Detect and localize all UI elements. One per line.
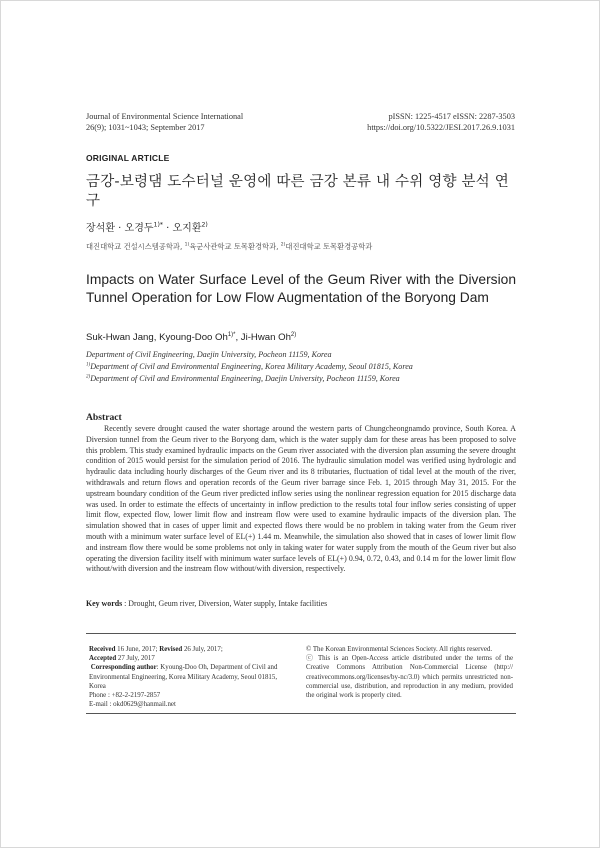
corresponding-line: Korea: [89, 682, 106, 690]
copyright-line: © The Korean Environmental Sciences Society. All rights reserved.: [306, 646, 493, 653]
affiliation-superscript: 1): [184, 242, 190, 248]
author-superscript: 2): [290, 331, 297, 338]
keywords: [86, 599, 327, 608]
author-name: 오경두: [124, 223, 154, 234]
journal-header-left: [86, 111, 243, 133]
article-history: [89, 645, 287, 709]
received-date: 16 June, 2017;: [115, 646, 160, 653]
author-separator: ·: [162, 223, 173, 234]
author-superscript: 1)*: [153, 221, 163, 229]
journal-header-right: [367, 111, 515, 133]
affiliation-text: Department of Civil Engineering, Daejin University, Pocheon 11159, Korea: [86, 350, 332, 359]
affiliations-english: [86, 349, 413, 385]
history-line: [89, 645, 287, 654]
footnote-top-rule: [86, 633, 516, 634]
journal-name: Journal of Environmental Science International: [86, 112, 244, 121]
affiliation-line: [86, 373, 413, 385]
affiliation-text: 대진대학교 토목환경공학과: [285, 242, 373, 251]
affiliation-superscript: 2): [86, 374, 91, 380]
copyright-notice: [306, 645, 513, 700]
corresponding-text: : Kyoung-Doo Oh, Department of Civil and: [156, 664, 278, 672]
email[interactable]: E-mail : okd0629@hanmail.net: [89, 701, 176, 709]
doi-link[interactable]: https://doi.org/10.5322/JESI.2017.26.9.1031: [367, 123, 515, 132]
author-separator: ·: [114, 223, 125, 234]
author-separator: ,: [235, 332, 241, 343]
corresponding-line: Environmental Engineering, Korea Military Academy, Seoul 01815,: [89, 673, 278, 681]
affiliation-text: 대진대학교 건설시스템공학과,: [86, 242, 185, 251]
affiliation-text: Department of Civil and Environmental Engineering, Korea Military Academy, Seoul 01815, Korea: [90, 362, 413, 371]
affiliation-line: [86, 361, 413, 373]
author-name: 오지환: [172, 223, 202, 234]
authors-korean: [86, 219, 208, 234]
title-english: Impacts on Water Surface Level of the Geum River with the Diversion Tunnel Operation for Low Flow Augmentation of the Boryong Dam: [86, 272, 516, 305]
abstract-heading: Abstract: [86, 412, 122, 423]
accepted-date: 27 July, 2017: [116, 655, 155, 663]
received-label: Received: [89, 646, 116, 653]
author-superscript: 1)*: [227, 331, 236, 338]
affiliation-superscript: 1): [86, 362, 91, 368]
affiliation-line: [86, 349, 413, 361]
keywords-label: Key words: [86, 599, 123, 608]
authors-english: [86, 332, 296, 343]
corresponding-author: [89, 663, 287, 672]
license-text: ⓒ This is an Open-Access article distributed under the terms of the Creative Commons Attribution Non-Commercial License (http:// creativecommons.org/licenses/by-nc/3.0) which permits unrestricted non-commercial use, distribution, and reproduction in any medium, provided the original work is properly cited.: [306, 655, 513, 700]
history-line: [89, 654, 287, 663]
revised-label: Revised: [159, 646, 183, 653]
issn: pISSN: 1225-4517 eISSN: 2287-3503: [388, 112, 515, 121]
keywords-text: : Drought, Geum river, Diversion, Water supply, Intake facilities: [122, 599, 328, 608]
corresponding-label: Corresponding author: [90, 664, 157, 672]
affiliations-korean: [86, 242, 372, 252]
author-name: 장석환: [86, 223, 115, 234]
abstract-text: Recently severe drought caused the water shortage around the western parts of Chungcheongnamdo province, South Korea. A Diversion tunnel from the Geum river to the Boryong dam, which is the water supply dam for these areas has been proposed to solve this problem. This study examined hydraulic impacts on the Geum river associated with the diversion plan assuming the severe drought condition of 2015 would persist for the simulation period of 2016. The hydraulic simulation model was verified using hydrologic and hydraulic data including hourly discharges of the Geum river and its 8 tributaries, fluctuation of tidal level at the mouth of the river, withdrawals and return flows and operation records of the Geum river barrage since Feb. 1, 2015 through May 31, 2015. For the upstream boundary condition of the Geum river predicted inflow series using the nonlinear regression equation for 2015 discharge data was used. In order to estimate the effects of uncertainty in inflow prediction to the results total four inflow series consisting of upper limit flow, expected flow, lower limit flow and instream flow were used to examine hydraulic impacts of the diversion plan. The simulation showed that in cases of upper limit and expected flows there would be no problem in taking water from the Geum river mouth with a minimum water surface level of EL(+) 1.44 m. Meanwhile, the simulation also showed that in cases of lower limit flow and instream flow there would be some problems not only in taking water for water supply from the mouth of the Geum river but also operating the diversion facility itself with minimum water surface levels of EL(+) 0.94, 0.72, 0.43, and 0.14 m for the lower limit flow without/with diversion and the instream flow without/with diversion, respectively.: [86, 424, 516, 574]
affiliation-text: Department of Civil and Environmental Engineering, Daejin University, Pocheon 11159, Korea: [90, 374, 400, 383]
accepted-label: Accepted: [89, 655, 117, 663]
volume-info: 26(9); 1031~1043; September 2017: [86, 123, 205, 132]
affiliation-text: 육군사관학교 토목환경학과,: [189, 242, 281, 251]
author-name: Suk-Hwan Jang,: [86, 332, 160, 343]
author-name: Ji-Hwan Oh: [240, 332, 291, 343]
footnote-bottom-rule: [86, 713, 516, 714]
affiliation-superscript: 2): [280, 242, 286, 248]
revised-date: 26 July, 2017;: [182, 646, 223, 653]
article-type: ORIGINAL ARTICLE: [86, 153, 170, 163]
author-superscript: 2): [201, 221, 208, 229]
phone: Phone : +82-2-2197-2857: [89, 692, 161, 700]
title-korean: 금강-보령댐 도수터널 운영에 따른 금강 본류 내 수위 영향 분석 연구: [86, 174, 509, 209]
author-name: Kyoung-Doo Oh: [159, 332, 228, 343]
